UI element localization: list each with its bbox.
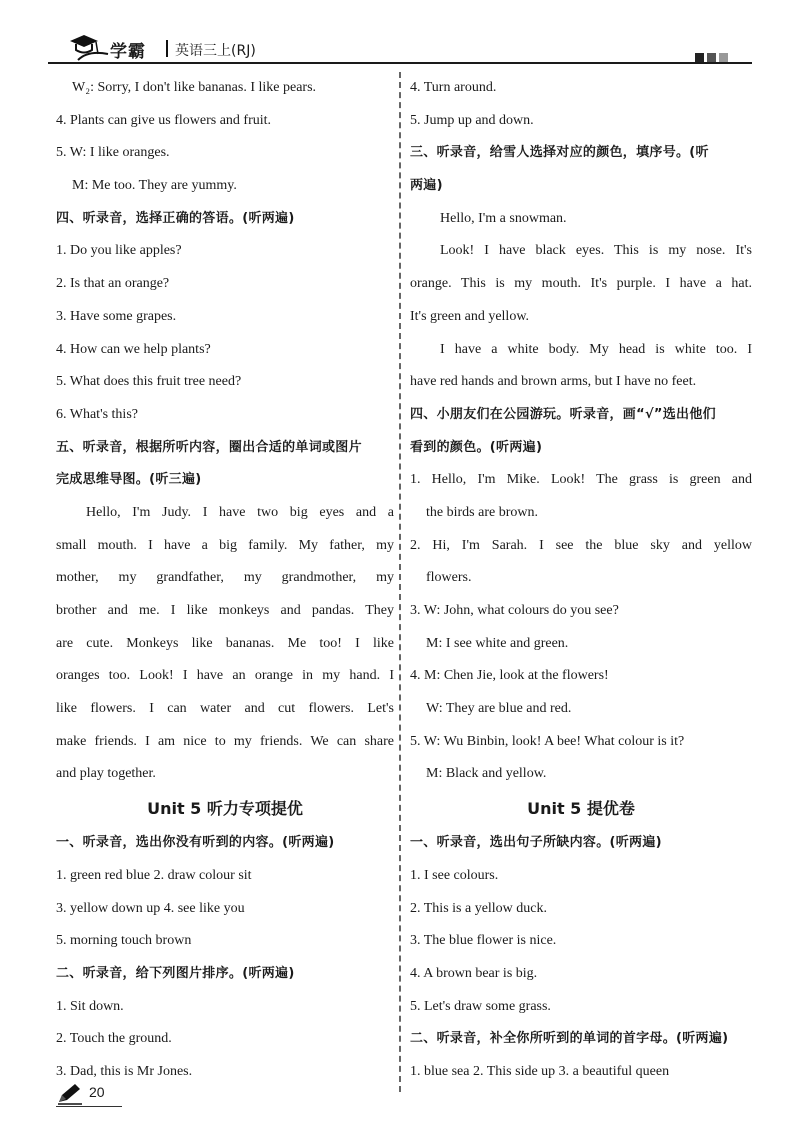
right-section-heading: 看到的颜色。(听两遍) <box>410 439 543 455</box>
left-numbered-item: 3. Have some grapes. <box>56 308 177 324</box>
header-square-3 <box>719 53 728 62</box>
brand-name: 学霸 <box>110 42 146 62</box>
right-continuation-line: the birds are brown. <box>426 504 538 520</box>
left-section-heading: 一、听录音，选出你没有听到的内容。(听两遍) <box>56 835 335 851</box>
header-square-2 <box>707 53 716 62</box>
right-continuation-line: flowers. <box>426 570 472 586</box>
right-numbered-item: 1. I see colours. <box>410 867 499 883</box>
pencil-icon <box>56 1082 84 1106</box>
right-numbered-item: 4. A brown bear is big. <box>410 965 538 981</box>
header-rule <box>48 62 752 64</box>
left-numbered-item: 1. green red blue 2. draw colour sit <box>56 867 252 883</box>
right-paragraph-line: It's green and yellow. <box>410 308 530 324</box>
right-column <box>410 72 752 1089</box>
left-numbered-item: 5. morning touch brown <box>56 933 192 949</box>
header-separator <box>166 40 168 57</box>
right-dialogue-line: W: They are blue and red. <box>426 701 572 717</box>
page-number: 20 <box>89 1084 105 1100</box>
right-paragraph-line: 2. Hi, I'm Sarah. I see the blue sky and yellow <box>410 537 752 553</box>
column-divider <box>399 72 401 1092</box>
left-numbered-item: 5. W: I like oranges. <box>56 145 170 161</box>
left-paragraph-line: Hello, I'm Judy. I have two big eyes and a <box>86 504 394 520</box>
right-paragraph-line: 1. Hello, I'm Mike. Look! The grass is green and <box>410 472 752 488</box>
left-paragraph-line: and play together. <box>56 766 156 782</box>
left-numbered-item: 1. Sit down. <box>56 998 124 1014</box>
right-section-heading: 两遍) <box>410 178 443 194</box>
left-dialogue-line: M: Me too. They are yummy. <box>72 178 237 194</box>
left-section-heading: 二、听录音，给下列图片排序。(听两遍) <box>56 965 295 981</box>
right-paragraph-line: have red hands and brown arms, but I have no feet. <box>410 374 697 390</box>
right-numbered-item: 4. M: Chen Jie, look at the flowers! <box>410 668 609 684</box>
right-paragraph-line: I have a white body. My head is white too. I <box>440 341 752 357</box>
page-footer <box>56 1080 116 1110</box>
right-section-heading: 四、小朋友们在公园游玩。听录音，画“√”选出他们 <box>410 406 716 422</box>
left-numbered-item: 4. Plants can give us flowers and fruit. <box>56 112 272 128</box>
header-square-1 <box>695 53 704 62</box>
right-numbered-item: 3. The blue flower is nice. <box>410 933 557 949</box>
page-header <box>48 32 752 68</box>
left-paragraph-line: like flowers. I can water and cut flowers. Let's <box>56 701 394 717</box>
left-paragraph-line: small mouth. I have a big family. My father, my <box>56 537 394 553</box>
left-numbered-item: 1. Do you like apples? <box>56 243 182 259</box>
right-section-heading: 一、听录音，选出句子所缺内容。(听两遍) <box>410 835 662 851</box>
right-paragraph-line: Hello, I'm a snowman. <box>440 210 567 226</box>
right-dialogue-line: M: I see white and green. <box>426 635 569 651</box>
left-numbered-item: 3. Dad, this is Mr Jones. <box>56 1063 193 1079</box>
left-paragraph-line: make friends. I am nice to my friends. We can share <box>56 733 394 749</box>
right-unit-title: Unit 5 提优卷 <box>527 799 635 819</box>
left-numbered-item: 5. What does this fruit tree need? <box>56 374 242 390</box>
left-numbered-item: 6. What's this? <box>56 406 138 422</box>
book-subtitle: 英语三上(RJ) <box>175 43 256 59</box>
left-numbered-item: 2. Is that an orange? <box>56 276 170 292</box>
right-paragraph-line: Look! I have black eyes. This is my nose. It's <box>440 243 752 259</box>
right-numbered-item: 5. W: Wu Binbin, look! A bee! What colour is it? <box>410 733 685 749</box>
left-unit-title: Unit 5 听力专项提优 <box>147 799 303 819</box>
left-numbered-item: 4. How can we help plants? <box>56 341 211 357</box>
left-numbered-item: 2. Touch the ground. <box>56 1031 172 1047</box>
right-numbered-item: 2. This is a yellow duck. <box>410 900 548 916</box>
left-paragraph-line: mother, my grandfather, my grandmother, my <box>56 570 394 586</box>
left-section-heading: 完成思维导图。(听三遍) <box>56 472 202 488</box>
left-paragraph-line: oranges too. Look! I have an orange in my hand. I <box>56 668 394 684</box>
left-dialogue-line: W₂: Sorry, I don't like bananas. I like pears. <box>72 80 317 95</box>
right-numbered-item: 1. blue sea 2. This side up 3. a beautiful queen <box>410 1063 670 1079</box>
right-section-heading: 二、听录音，补全你所听到的单词的首字母。(听两遍) <box>410 1031 729 1047</box>
left-paragraph-line: brother and me. I like monkeys and pandas. They <box>56 603 394 618</box>
right-numbered-item: 3. W: John, what colours do you see? <box>410 603 619 618</box>
header-squares <box>692 49 728 67</box>
left-section-heading: 四、听录音，选择正确的答语。(听两遍) <box>56 210 295 226</box>
left-column <box>56 72 394 1089</box>
right-paragraph-line: orange. This is my mouth. It's purple. I have a hat. <box>410 276 752 292</box>
right-numbered-item: 4. Turn around. <box>410 80 497 95</box>
left-numbered-item: 3. yellow down up 4. see like you <box>56 900 245 916</box>
right-numbered-item: 5. Jump up and down. <box>410 112 534 128</box>
right-section-heading: 三、听录音，给雪人选择对应的颜色，填序号。(听 <box>410 145 709 161</box>
left-paragraph-line: are cute. Monkeys like bananas. Me too! I like <box>56 635 394 651</box>
footer-rule <box>56 1106 122 1107</box>
left-section-heading: 五、听录音，根据所听内容，圈出合适的单词或图片 <box>56 439 362 455</box>
right-dialogue-line: M: Black and yellow. <box>426 766 547 782</box>
graduation-cap-logo-icon <box>68 32 112 62</box>
right-numbered-item: 5. Let's draw some grass. <box>410 998 551 1014</box>
